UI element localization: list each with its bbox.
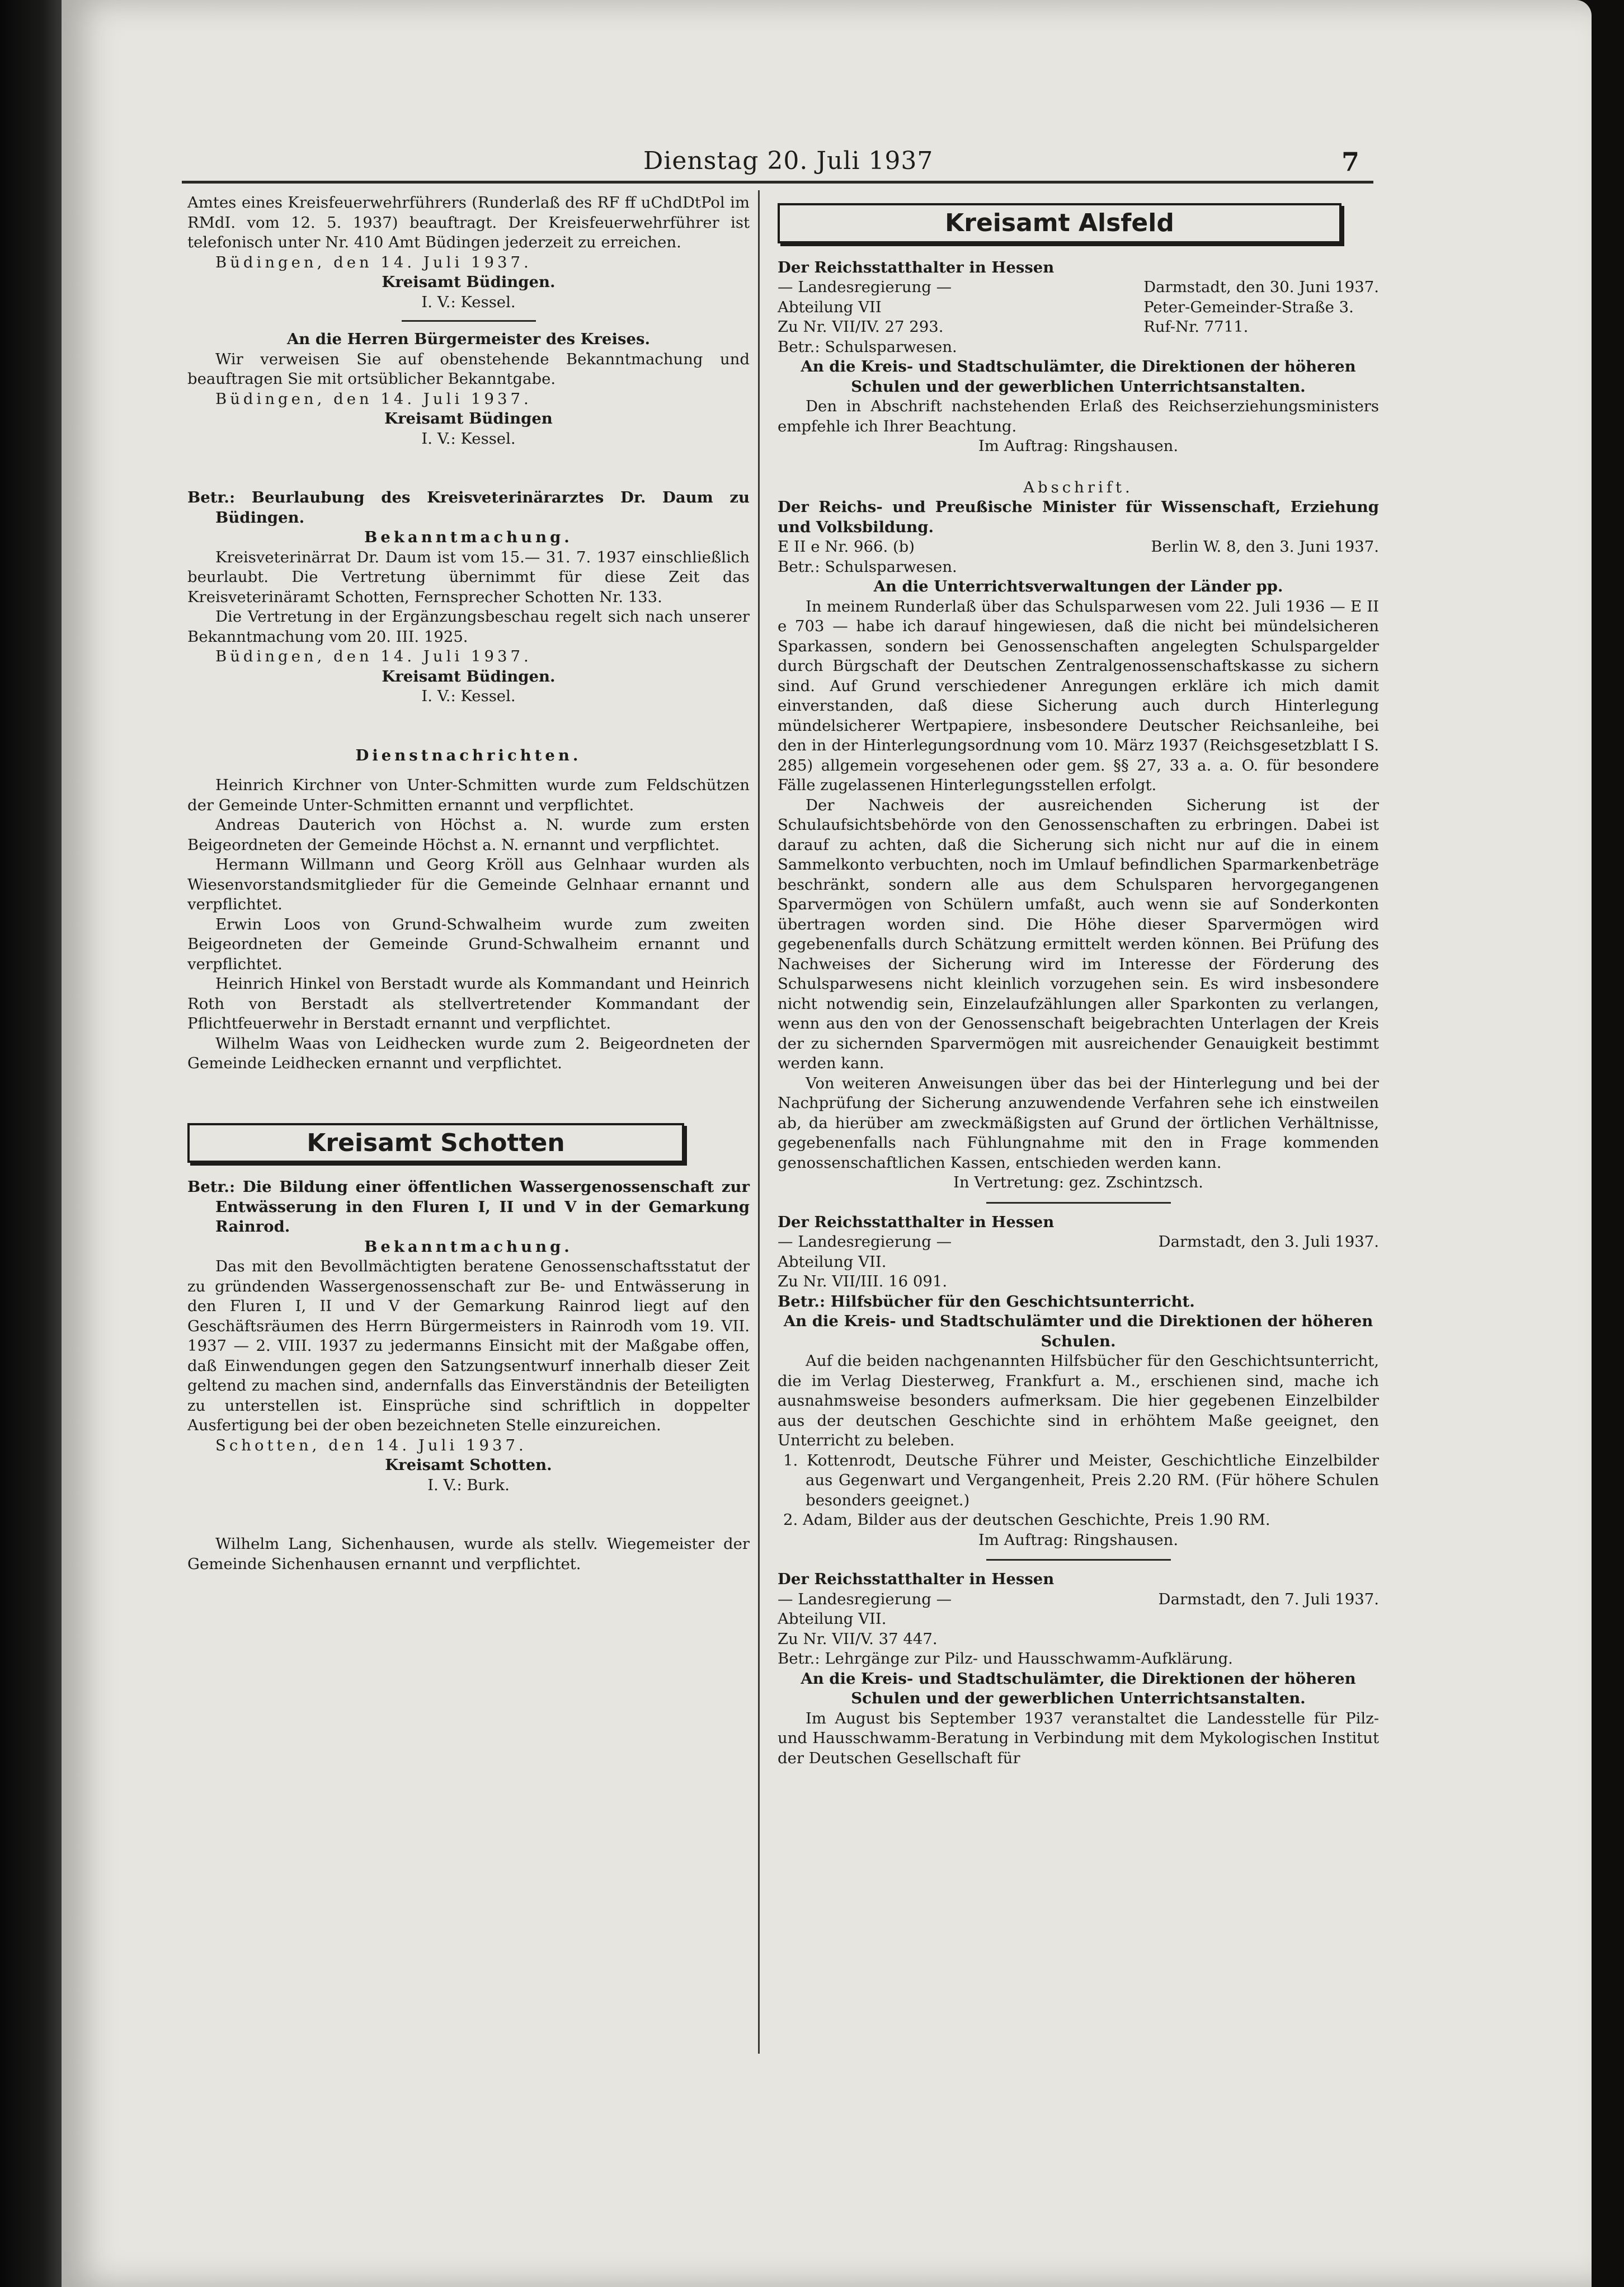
sender: — Landesregierung — (778, 1590, 952, 1608)
sender: Der Reichsstatthalter in Hessen (778, 1570, 1055, 1588)
date-line: Darmstadt, den 30. Juni 1937. (1143, 278, 1379, 296)
date-line: Darmstadt, den 3. Juli 1937. (1158, 1233, 1379, 1251)
section-heading: An die Herren Bürgermeister des Kreises. (286, 330, 651, 348)
signature: I. V.: Kessel. (421, 429, 516, 448)
office-name: Kreisamt Schotten. (385, 1456, 552, 1474)
body-text: Der Nachweis der ausreichenden Sicherung ist der Schulaufsichtsbehörde von den Genossenschaften zu erbringen. Dabei ist darauf zu achten, daß die Sicherung sich nicht nur auf die in einem Sammelkonto verbuchten, noch im Umlauf befindlichen Sparmarkenbeträge beschränkt, sondern alle aus dem Schulsparen hervorgegangenen Sparvermögen von Schülern umfaßt, auch wenn sie auf Sonderkonten übertragen worden sind. Die Höhe dieser Sparvermögen wird gegebenenfalls durch Schätzung ermittelt werden können. Bei Prüfung des Nachweises der Sicherung wird im Interesse der Förderung des Schulsparwesens nicht kleinlich vorzugehen sein. Es wird insbesondere nicht notwendig sein, Einzelaufzählungen aller Sparkonten zu verlangen, wenn aus den von der Genossenschaft beigebrachten Unterlagen der Kreis der zu sichernden Sparvermögen mit ausreichender Genauigkeit bestimmt werden kann. (778, 796, 1379, 1072)
body-text: Auf die beiden nachgenannten Hilfsbücher für den Geschichtsunterricht, die im Verlag Diesterweg, Frankfurt a. M., erschienen sind, mache ich ausnahmsweise besonders aufmerksam. Die hier gegebenen Einzelbilder aus der deutschen Geschichte sind in erhöhtem Maße geeignet, den Unterricht zu beleben. (778, 1352, 1379, 1449)
page-header (643, 147, 1359, 180)
place-date: Büdingen, den 14. Juli 1937. (215, 389, 532, 408)
sender: Abteilung VII. (778, 1252, 887, 1271)
sender: Der Reichsstatthalter in Hessen (778, 258, 1055, 276)
recipients: An die Kreis- und Stadtschulämter und die Direktionen der höheren Schulen. (783, 1312, 1373, 1350)
signature: In Vertretung: gez. Zschintzsch. (953, 1173, 1203, 1191)
separator (986, 1559, 1171, 1561)
column-divider (758, 190, 760, 2054)
body-text: Den in Abschrift nachstehenden Erlaß des Reichserziehungsministers empfehle ich Ihrer Beachtung. (778, 397, 1379, 435)
reference-row (778, 537, 1379, 557)
page-number: 7 (1341, 147, 1359, 177)
signature: Im Auftrag: Ringshausen. (978, 437, 1179, 455)
service-item: Wilhelm Waas von Leidhecken wurde zum 2. Beigeordneten der Gemeinde Leidhecken ernannt und verpflichtet. (187, 1034, 750, 1072)
place-date: Büdingen, den 14. Juli 1937. (215, 253, 532, 271)
body-text: Von weiteren Anweisungen über das bei der Hinterlegung und bei der Nachprüfung der Sicherung anzuwendende Verfahren sehe ich einstweilen ab, da hierüber am zweckmäßigsten auf Grund der örtlichen Verhältnisse, gegebenenfalls nach Fühlungnahme mit den in Frage kommenden genossenschaftlichen Kassen, entschieden werden kann. (778, 1074, 1379, 1172)
office-name: Kreisamt Büdingen. (382, 273, 556, 291)
subject-line: Betr.: Die Bildung einer öffentlichen Wassergenossenschaft zur Entwässerung in den Fluren I, II und V in der Gemarkung Rainrod. (187, 1178, 750, 1236)
signature: Im Auftrag: Ringshausen. (978, 1530, 1179, 1549)
sender: — Landesregierung — (778, 1233, 952, 1251)
separator (402, 320, 536, 322)
place-date: Büdingen, den 14. Juli 1937. (215, 647, 532, 665)
body-text: Wir verweisen Sie auf obenstehende Bekanntmachung und beauftragen Sie mit ortsüblicher Bekanntgabe. (187, 350, 750, 388)
service-item: Erwin Loos von Grund-Schwalheim wurde zum zweiten Beigeordneten der Gemeinde Grund-Schwalheim ernannt und verpflichtet. (187, 915, 750, 973)
sender: Abteilung VII (778, 298, 882, 316)
copy-heading: Abschrift. (1023, 478, 1133, 496)
subject-line: Betr.: Hilfsbücher für den Geschichtsunterricht. (778, 1292, 1195, 1311)
book-item: 1. Kottenrodt, Deutsche Führer und Meister, Geschichtliche Einzelbilder aus Gegenwart und Vergangenheit, Preis 2.20 RM. (Für höhere Schulen besonders geeignet.) (783, 1451, 1379, 1509)
body-text: Die Vertretung in der Ergänzungsbeschau regelt sich nach unserer Bekanntmachung vom 20. III. 1925. (187, 608, 750, 646)
letter-head (778, 1570, 1379, 1649)
date-line: Berlin W. 8, den 3. Juni 1937. (1151, 538, 1379, 556)
section-heading: Dienstnachrichten. (355, 746, 582, 764)
office-name: Kreisamt Büdingen. (382, 667, 556, 685)
recipients: An die Kreis- und Stadtschulämter, die Direktionen der höheren Schulen und der gewerblichen Unterrichtsanstalten. (801, 358, 1356, 396)
phone: Ruf-Nr. 7711. (1143, 318, 1249, 336)
service-item: Heinrich Kirchner von Unter-Schmitten wurde zum Feldschützen der Gemeinde Unter-Schmitten ernannt und verpflichtet. (187, 776, 750, 814)
announcement-heading: Bekanntmachung. (364, 528, 573, 546)
body-text: Im August bis September 1937 veranstaltet die Landesstelle für Pilz- und Hausschwamm-Beratung in Verbindung mit dem Mykologischen Institut der Deutschen Gesellschaft für (778, 1709, 1379, 1767)
kreisamt-schotten-box: Kreisamt Schotten (187, 1123, 684, 1163)
office-name: Kreisamt Büdingen (384, 410, 553, 428)
announcement-heading: Bekanntmachung. (364, 1237, 573, 1256)
subject-line: Betr.: Schulsparwesen. (778, 337, 957, 356)
signature: I. V.: Kessel. (421, 293, 516, 311)
subject-line: Betr.: Schulsparwesen. (778, 557, 957, 576)
left-column (187, 193, 750, 1574)
signature: I. V.: Burk. (427, 1476, 510, 1494)
reference: Zu Nr. VII/III. 16 091. (778, 1272, 948, 1290)
service-item: Hermann Willmann und Georg Kröll aus Gelnhaar wurden als Wiesenvorstandsmitglieder für die Gemeinde Gelnhaar ernannt und verpflichtet. (187, 856, 750, 913)
subject-line: Betr.: Beurlaubung des Kreisveterinärarztes Dr. Daum zu Büdingen. (187, 489, 750, 527)
reference: Zu Nr. VII/IV. 27 293. (778, 318, 944, 336)
service-item: Andreas Dauterich von Höchst a. N. wurde zum ersten Beigeordneten der Gemeinde Höchst a. N. ernannt und verpflichtet. (187, 816, 750, 854)
signature: I. V.: Kessel. (421, 687, 516, 705)
place-date: Schotten, den 14. Juli 1937. (215, 1436, 527, 1454)
sender: Der Reichsstatthalter in Hessen (778, 1213, 1055, 1231)
sender: Der Reichs- und Preußische Minister für Wissenschaft, Erziehung und Volksbildung. (778, 498, 1379, 536)
service-item: Heinrich Hinkel von Berstadt wurde als Kommandant und Heinrich Roth von Berstadt als stellvertretender Kommandant der Pflichtfeuerwehr in Berstadt ernannt und verpflichtet. (187, 975, 750, 1032)
body-text: Das mit den Bevollmächtigten beratene Genossenschaftsstatut der zu gründenden Wassergenossenschaft zur Be- und Entwässerung in den Fluren I, II und V der Gemarkung Rainrod liegt auf den Geschäftsräumen des Herrn Bürgermeisters in Rainrodh vom 19. VII. 1937 — 2. VIII. 1937 zu jedermanns Einsicht mit der Maßgabe offen, daß Einwendungen gegen den Satzungsentwurf innerhalb dieser Zeit geltend zu machen sind, andernfalls das Einverständnis der Beteiligten zu unterstellen ist. Einsprüche sind schriftlich in doppelter Ausfertigung bei der oben bezeichneten Stelle einzureichen. (187, 1257, 750, 1434)
recipients: An die Unterrichtsverwaltungen der Länder pp. (873, 577, 1283, 595)
recipients: An die Kreis- und Stadtschulämter, die Direktionen der höheren Schulen und der gewerblichen Unterrichtsanstalten. (801, 1669, 1356, 1707)
header-date: Dienstag 20. Juli 1937 (643, 147, 934, 175)
reference: E II e Nr. 966. (b) (778, 538, 915, 556)
date-line: Darmstadt, den 7. Juli 1937. (1158, 1590, 1379, 1608)
separator (986, 1202, 1171, 1204)
sender: — Landesregierung — (778, 278, 952, 296)
header-rule (182, 181, 1373, 184)
kreisamt-alsfeld-box: Kreisamt Alsfeld (778, 203, 1341, 243)
letter-head (778, 258, 1379, 337)
subject-line: Betr.: Lehrgänge zur Pilz- und Hausschwamm-Aufklärung. (778, 1650, 1233, 1668)
body-text: In meinem Runderlaß über das Schulsparwesen vom 22. Juli 1936 — E II e 703 — habe ich darauf hingewiesen, daß die nicht bei mündelsicheren Sparkassen, sondern bei Genossenschaften angelegten Schulspargelder durch Bürgschaft der Deutschen Zentralgenossenschaftskasse zu sichern sind. Auf Grund verschiedener Anregungen erkläre ich mich damit einverstanden, daß diese Sicherung auch durch Hinterlegung mündelsicherer Wertpapiere, insbesondere Deutscher Reichsanleihe, bei den in der Hinterlegungsordnung vom 10. März 1937 (Reichsgesetzblatt I S. 285) allgemein vorgesehenen oder gem. §§ 27, 33 a. a. O. für besondere Fälle zugelassenen Hinterlegungsstellen erfolgt. (778, 597, 1379, 794)
right-column (778, 193, 1379, 1768)
intro-text: Amtes eines Kreisfeuerwehrführers (Runderlaß des RF ff uChdDtPol im RMdI. vom 12. 5. 1937) beauftragt. Der Kreisfeuerwehrführer ist telefonisch unter Nr. 410 Amt Büdingen jederzeit zu erreichen. (187, 194, 750, 251)
letter-head (778, 1213, 1379, 1292)
book-item: 2. Adam, Bilder aus der deutschen Geschichte, Preis 1.90 RM. (783, 1511, 1270, 1529)
sender: Abteilung VII. (778, 1610, 887, 1628)
body-text: Kreisveterinärrat Dr. Daum ist vom 15.— 31. 7. 1937 einschließlich beurlaubt. Die Vertretung übernimmt für diese Zeit das Kreisveterinäramt Schotten, Fernsprecher Schotten Nr. 133. (187, 548, 750, 606)
address: Peter-Gemeinder-Straße 3. (1143, 298, 1354, 316)
reference: Zu Nr. VII/V. 37 447. (778, 1629, 938, 1648)
body-text: Wilhelm Lang, Sichenhausen, wurde als stellv. Wiegemeister der Gemeinde Sichenhausen ernannt und verpflichtet. (187, 1535, 750, 1573)
